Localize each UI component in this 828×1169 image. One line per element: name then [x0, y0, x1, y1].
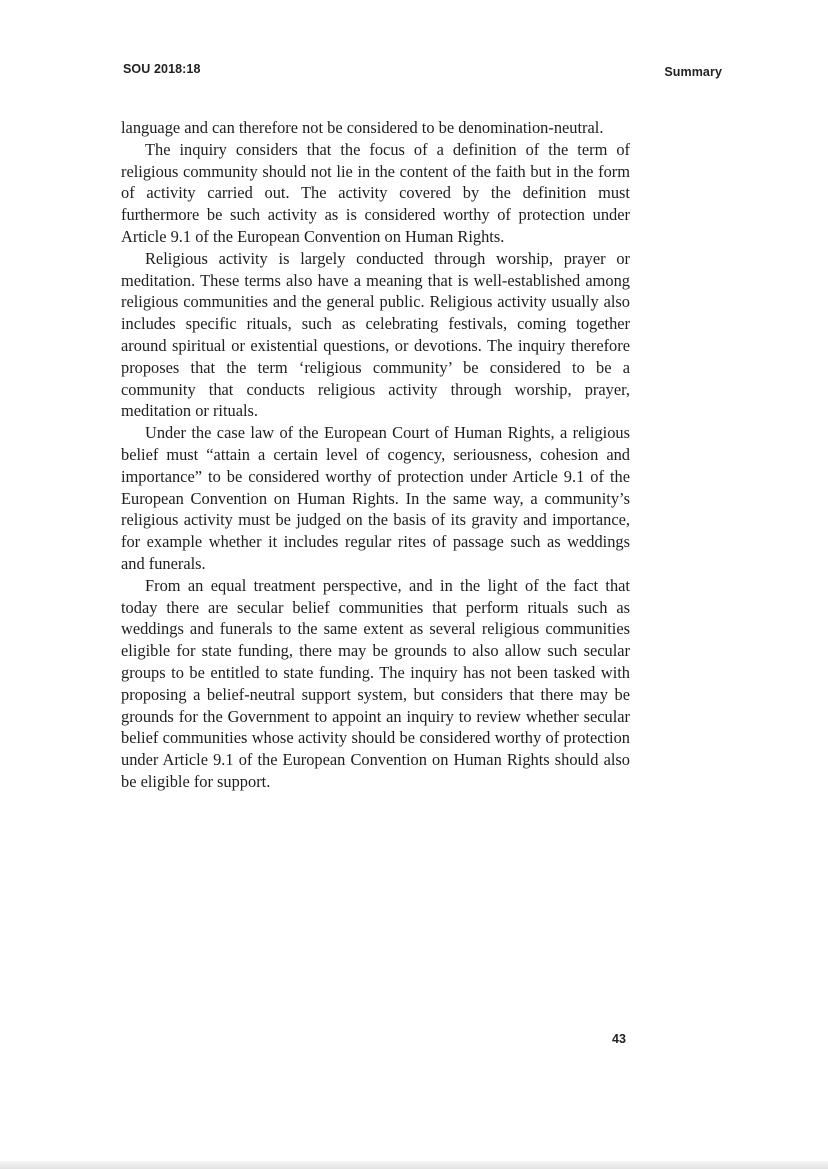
paragraph-continuation: language and can therefore not be considered to be denomination-neutral. — [121, 118, 604, 137]
paragraph: The inquiry considers that the focus of a definition of the term of religious community should not lie in the content of the faith but in the form of activity carried out. The activity covered by the definition must furthermore be such activity as is considered worthy of protection under Article 9.1 of the European Convention on Human Rights. — [121, 139, 630, 246]
scan-bottom-edge — [0, 1161, 828, 1169]
paragraph: Religious activity is largely conducted through worship, prayer or meditation. These terms also have a meaning that is well-established among religious communities and the general public. Religious activity usually also includes specific rituals, such as celebrating festivals, coming together around spiritual or existential questions, or devotions. The inquiry therefore proposes that the term ‘religious community’ be considered to be a community that conducts religious activity through worship, prayer, meditation or rituals. — [121, 248, 630, 421]
paragraph: Under the case law of the European Court of Human Rights, a religious belief must “attain a certain level of cogency, seriousness, cohesion and importance” to be considered worthy of protection under Article 9.1 of the European Convention on Human Rights. In the same way, a community’s religious activity must be judged on the basis of its gravity and importance, for example whether it includes regular rites of passage such as weddings and funerals. — [121, 423, 630, 573]
running-head-report-number: SOU 2018:18 — [123, 62, 201, 76]
body-text — [121, 117, 630, 793]
running-head-section-title: Summary — [664, 65, 722, 79]
paragraph: From an equal treatment perspective, and in the light of the fact that today there are secular belief communities that perform rituals such as weddings and funerals to the same extent as several religious communities eligible for state funding, there may be grounds to also allow such secular groups to be entitled to state funding. The inquiry has not been tasked with proposing a belief-neutral support system, but considers that there may be grounds for the Government to appoint an inquiry to review whether secular belief communities whose activity should be considered worthy of protection under Article 9.1 of the European Convention on Human Rights should also be eligible for support. — [121, 575, 630, 791]
page-number: 43 — [612, 1032, 626, 1046]
